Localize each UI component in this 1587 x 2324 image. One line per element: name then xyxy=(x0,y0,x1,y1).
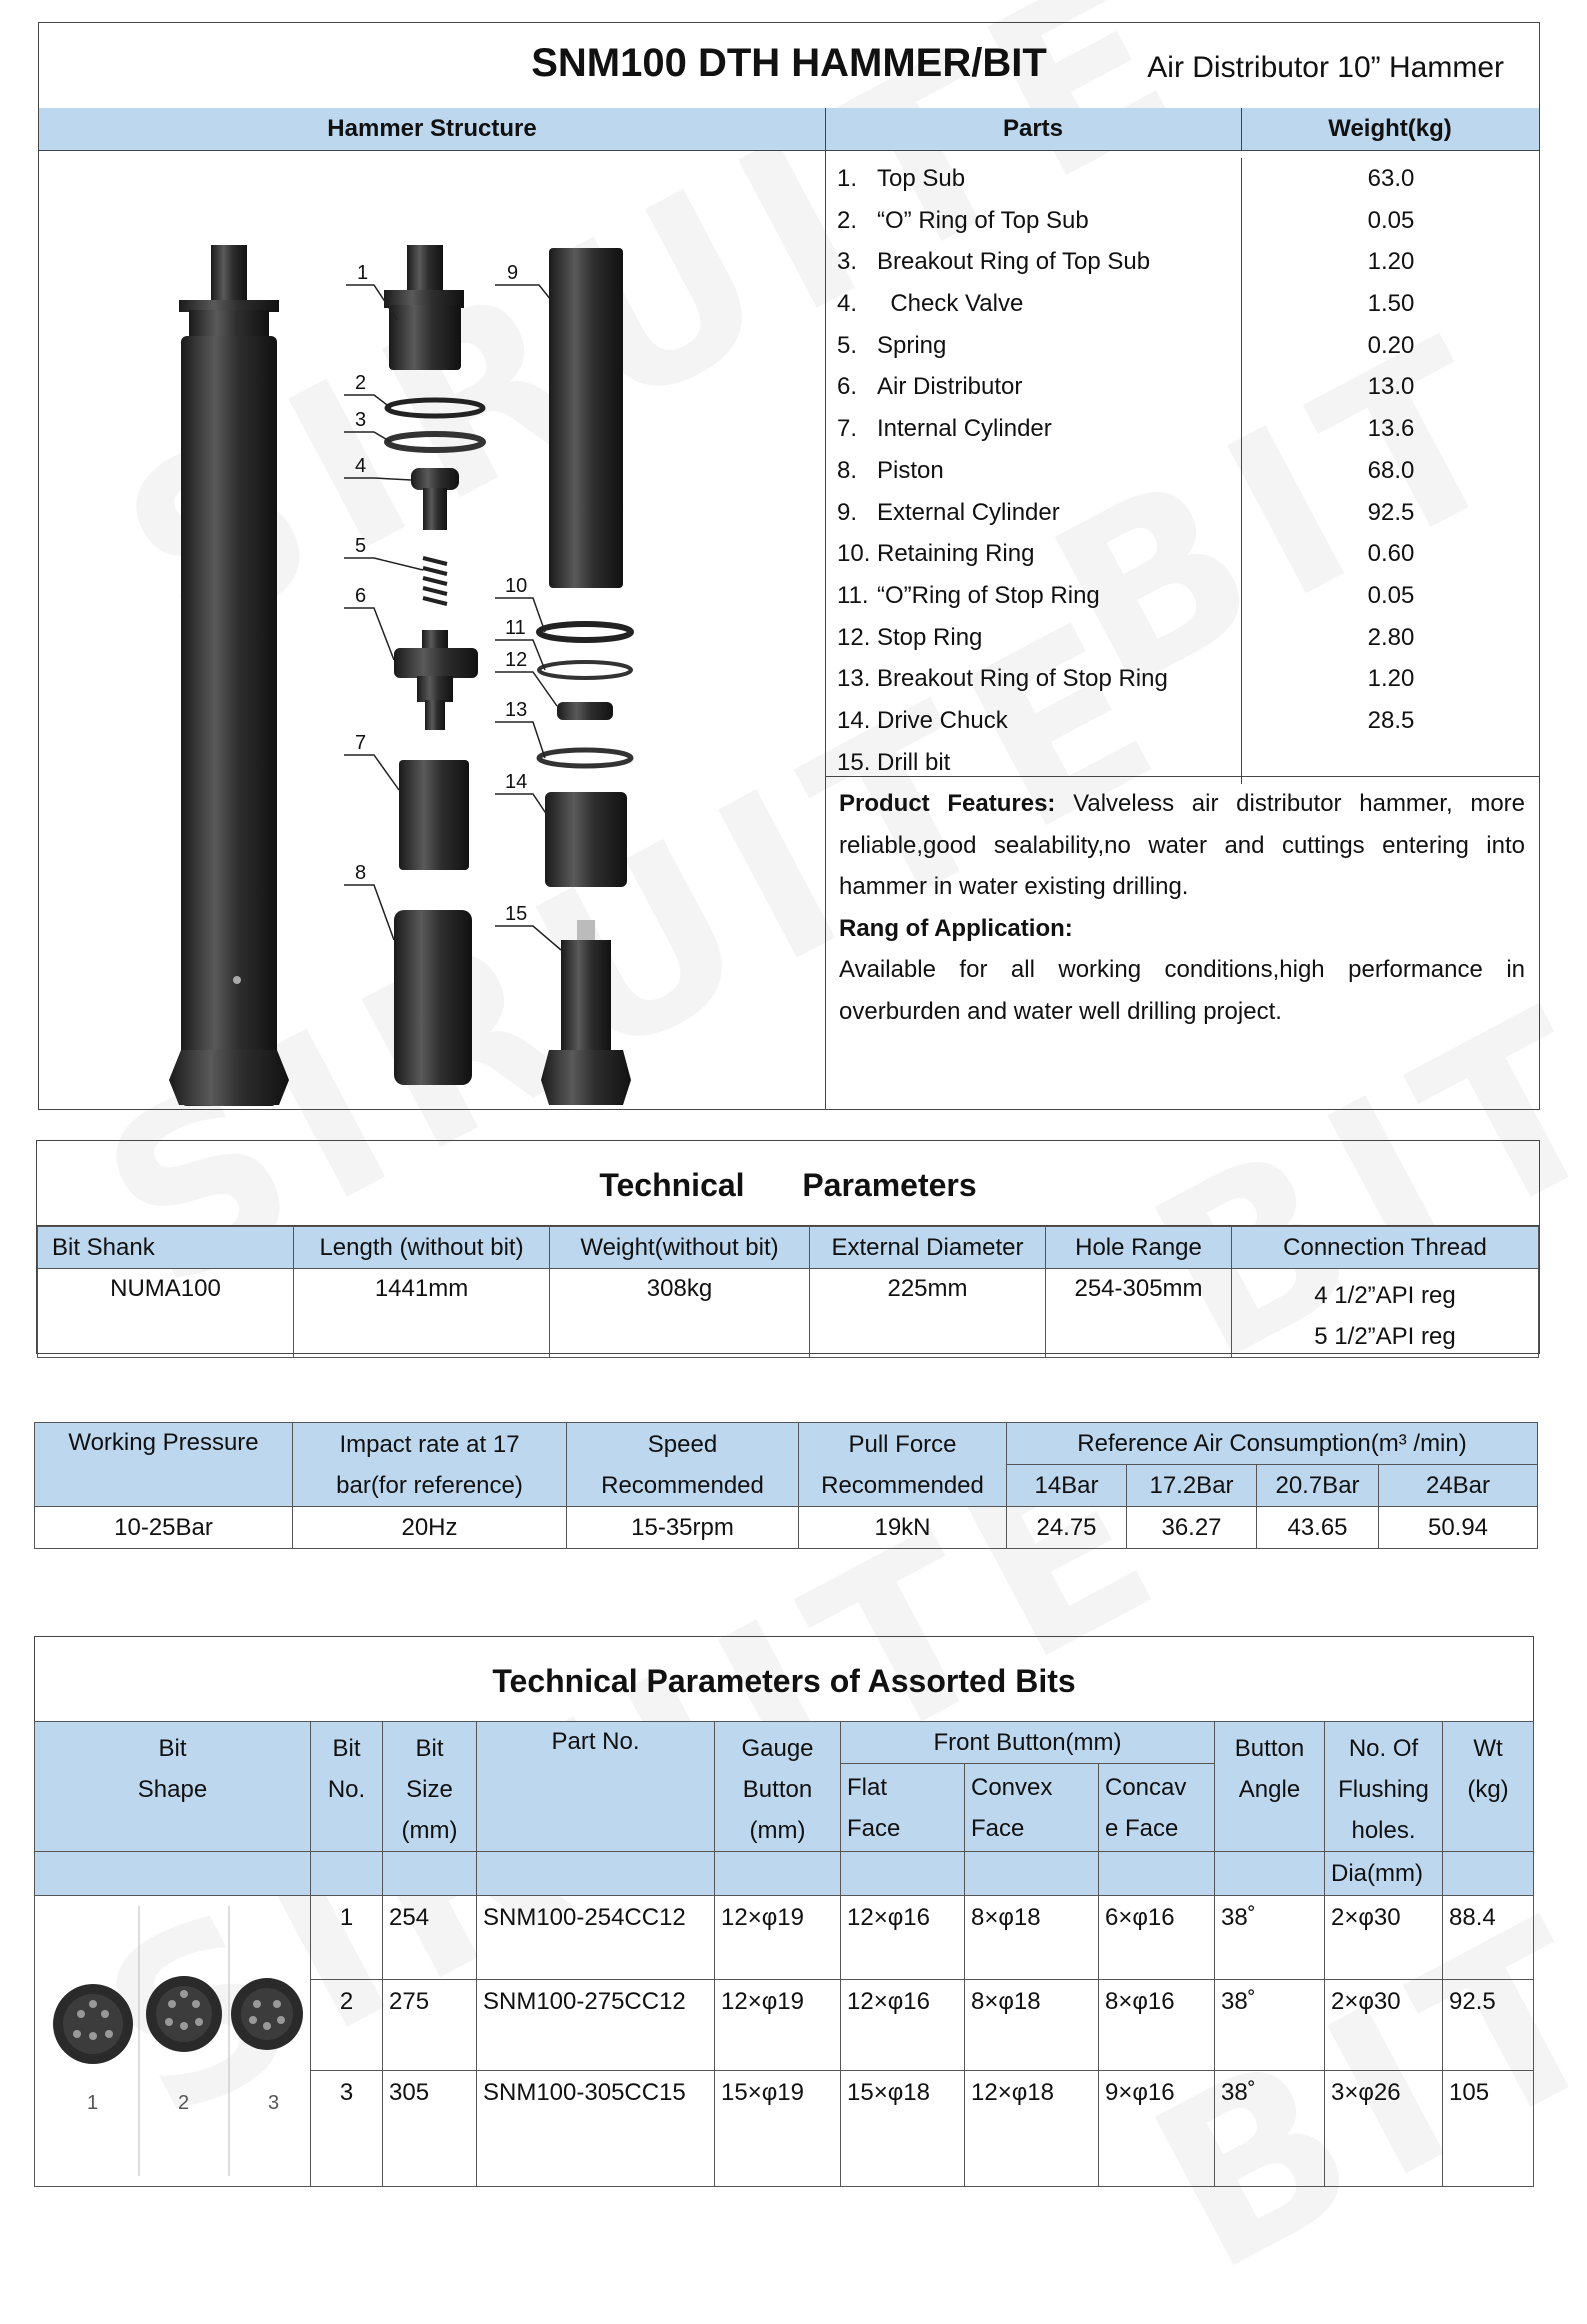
td-bit-no: 2 xyxy=(311,1980,383,2070)
callout-10: 10 xyxy=(505,575,528,597)
td-air-14: 24.75 xyxy=(1007,1507,1127,1549)
part-number: 8. xyxy=(837,456,858,484)
td-weight: 308kg xyxy=(550,1269,810,1358)
part-name: “O”Ring of Stop Ring xyxy=(877,581,1100,609)
part-o-ring-stop xyxy=(539,662,631,678)
td-bit-size: 275 xyxy=(383,1980,477,2070)
th-weight: Weight(without bit) xyxy=(550,1227,810,1269)
part-weight: 13.0 xyxy=(1367,373,1415,401)
th-part-no: Part No. xyxy=(477,1722,715,1852)
th-speed xyxy=(567,1423,799,1507)
part-piston xyxy=(394,910,472,1085)
td-gauge: 12×φ19 xyxy=(715,1896,841,1980)
part-breakout-ring-stop xyxy=(539,750,631,766)
td-length: 1441mm xyxy=(294,1269,550,1358)
part-weight: 63.0 xyxy=(1367,165,1415,192)
th-bar-20: 20.7Bar xyxy=(1257,1465,1379,1507)
th-bar-14: 14Bar xyxy=(1007,1465,1127,1507)
th-length: Length (without bit) xyxy=(294,1227,550,1269)
td-concave: 6×φ16 xyxy=(1099,1896,1215,1980)
th-concave-face xyxy=(1099,1764,1215,1852)
features-paragraph xyxy=(825,783,1539,908)
hammer-exploded-illustration xyxy=(39,150,825,1109)
td-concave: 8×φ16 xyxy=(1099,1980,1215,2070)
gauge-line-2: Button xyxy=(742,1776,813,1803)
performance-value-row xyxy=(35,1507,1538,1549)
hammer-structure-section xyxy=(38,22,1540,1110)
part-name: Internal Cylinder xyxy=(877,415,1052,443)
size-line-3: (mm) xyxy=(401,1817,458,1844)
features-label: Product Features: xyxy=(839,790,1056,817)
th-flushing xyxy=(1325,1722,1443,1852)
th-dia: Dia(mm) xyxy=(1325,1852,1443,1896)
part-weight: 1.50 xyxy=(1367,290,1415,318)
part-o-ring-top xyxy=(387,400,483,416)
weight-list xyxy=(1241,158,1540,784)
th-connection-thread: Connection Thread xyxy=(1232,1227,1539,1269)
parts-list-item xyxy=(825,283,1241,325)
part-spring xyxy=(423,558,447,604)
flush-line-3: holes. xyxy=(1351,1817,1416,1844)
parts-list-item xyxy=(825,492,1241,534)
part-name: “O” Ring of Top Sub xyxy=(877,206,1089,234)
th-bit-size xyxy=(383,1722,477,1852)
part-stop-ring xyxy=(557,702,613,720)
td-bit-no: 1 xyxy=(311,1896,383,1980)
callout-13: 13 xyxy=(505,699,528,721)
gauge-line-1: Gauge xyxy=(741,1735,814,1762)
part-name: Spring xyxy=(877,331,947,359)
td-hole-range: 254-305mm xyxy=(1046,1269,1232,1358)
no-line-1: Bit xyxy=(332,1735,361,1762)
th-bar-17: 17.2Bar xyxy=(1127,1465,1257,1507)
th-pull-force xyxy=(799,1423,1007,1507)
tech-title xyxy=(37,1141,1539,1226)
hammer-diagram xyxy=(39,150,826,1109)
impact-line-2: bar(for reference) xyxy=(336,1471,523,1499)
part-weight: 28.5 xyxy=(1367,706,1415,734)
td-part-no: SNM100-254CC12 xyxy=(477,1896,715,1980)
th-front-button: Front Button(mm) xyxy=(841,1722,1215,1764)
callout-11: 11 xyxy=(505,617,526,639)
flush-line-2: Flushing xyxy=(1338,1776,1429,1803)
bit-shape-label-1: 1 xyxy=(87,2092,99,2114)
part-breakout-ring-top xyxy=(387,434,483,450)
part-name: Retaining Ring xyxy=(877,540,1035,568)
performance-section xyxy=(34,1422,1538,1552)
callout-12: 12 xyxy=(505,649,528,671)
size-line-2: Size xyxy=(406,1776,453,1803)
td-wt: 105 xyxy=(1443,2070,1534,2186)
flush-line-1: No. Of xyxy=(1348,1735,1419,1762)
technical-parameters-section xyxy=(36,1140,1540,1354)
parts-list-item xyxy=(825,408,1241,450)
td-angle: 38˚ xyxy=(1215,1896,1325,1980)
parts-list-item xyxy=(825,200,1241,242)
convex-line-1: Convex xyxy=(971,1773,1053,1801)
part-name: Stop Ring xyxy=(877,623,983,651)
parts-list-item xyxy=(825,533,1241,575)
parts-list xyxy=(825,158,1241,783)
td-flat: 12×φ16 xyxy=(841,1980,965,2070)
product-features xyxy=(825,776,1539,1033)
td-convex: 8×φ18 xyxy=(965,1896,1099,1980)
part-number: 1. xyxy=(837,165,858,192)
part-name: Breakout Ring of Top Sub xyxy=(877,248,1151,276)
part-number: 5. xyxy=(837,331,858,359)
th-button-angle xyxy=(1215,1722,1325,1852)
wt-line-1: Wt xyxy=(1473,1735,1503,1762)
tech-title-a: Technical xyxy=(599,1167,745,1203)
td-bit-shank: NUMA100 xyxy=(38,1269,294,1358)
td-flat: 15×φ18 xyxy=(841,2070,965,2186)
part-check-valve xyxy=(411,468,459,530)
td-impact: 20Hz xyxy=(293,1507,567,1549)
callout-14: 14 xyxy=(505,771,528,793)
parts-list-item xyxy=(825,366,1241,408)
parts-list-item xyxy=(825,658,1241,700)
part-name: External Cylinder xyxy=(877,498,1060,526)
part-retaining-ring xyxy=(539,624,631,640)
part-number: 13. xyxy=(837,665,871,693)
callout-1: 1 xyxy=(357,262,369,284)
part-weight: 68.0 xyxy=(1367,456,1415,484)
th-bar-24: 24Bar xyxy=(1379,1465,1538,1507)
td-wt: 92.5 xyxy=(1443,1980,1534,2070)
part-number: 2. xyxy=(837,206,858,234)
part-number: 10. xyxy=(837,540,871,568)
part-number: 12. xyxy=(837,623,871,651)
part-weight: 92.5 xyxy=(1367,498,1415,526)
parts-list-item xyxy=(825,158,1241,200)
part-weight: 1.20 xyxy=(1367,665,1415,693)
td-angle: 38˚ xyxy=(1215,2070,1325,2186)
th-flat-face xyxy=(841,1764,965,1852)
part-weight: 0.20 xyxy=(1367,331,1415,359)
bit-shape-label-2: 2 xyxy=(178,2092,190,2114)
part-top-sub xyxy=(384,245,464,370)
tech-title-b: Parameters xyxy=(802,1167,977,1203)
td-flat: 12×φ16 xyxy=(841,1896,965,1980)
td-bit-size: 305 xyxy=(383,2070,477,2186)
callout-3: 3 xyxy=(355,409,367,431)
td-convex: 12×φ18 xyxy=(965,2070,1099,2186)
th-convex-face xyxy=(965,1764,1099,1852)
part-number: 7. xyxy=(837,415,858,443)
thread-2: 5 1/2”API reg xyxy=(1314,1323,1456,1350)
part-number: 9. xyxy=(837,498,858,526)
td-diameter: 225mm xyxy=(810,1269,1046,1358)
bits-row-1 xyxy=(35,1896,1534,1980)
part-number: 3. xyxy=(837,248,858,276)
callout-8: 8 xyxy=(355,862,367,884)
parts-list-item xyxy=(825,575,1241,617)
callout-5: 5 xyxy=(355,535,367,557)
wt-line-2: (kg) xyxy=(1467,1776,1509,1803)
td-flushing: 2×φ30 xyxy=(1325,1896,1443,1980)
th-bit-no xyxy=(311,1722,383,1852)
th-wt xyxy=(1443,1722,1534,1852)
parts-list-item xyxy=(825,241,1241,283)
speed-line-1: Speed xyxy=(647,1430,718,1458)
part-number: 6. xyxy=(837,373,858,401)
part-number: 15. xyxy=(837,748,871,776)
th-gauge xyxy=(715,1722,841,1852)
th-hole-range: Hole Range xyxy=(1046,1227,1232,1269)
concave-line-2: e Face xyxy=(1105,1814,1179,1842)
td-speed: 15-35rpm xyxy=(567,1507,799,1549)
bit-shape-label-3: 3 xyxy=(268,2092,280,2114)
callout-15: 15 xyxy=(505,903,528,925)
application-text: Available for all working conditions,high performance in overburden and water well drilling project. xyxy=(839,956,1525,1025)
callout-9: 9 xyxy=(507,262,519,284)
th-diameter: External Diameter xyxy=(810,1227,1046,1269)
td-convex: 8×φ18 xyxy=(965,1980,1099,2070)
bit-face-3-icon xyxy=(231,1978,303,2050)
shape-line-1: Bit xyxy=(158,1735,187,1762)
pull-line-2: Recommended xyxy=(821,1471,984,1499)
thread-1: 4 1/2”API reg xyxy=(1314,1282,1456,1309)
impact-line-1: Impact rate at 17 xyxy=(339,1430,520,1458)
td-part-no: SNM100-305CC15 xyxy=(477,2070,715,2186)
flat-line-2: Face xyxy=(847,1814,901,1842)
convex-line-2: Face xyxy=(971,1814,1025,1842)
td-gauge: 15×φ19 xyxy=(715,2070,841,2186)
bits-title: Technical Parameters of Assorted Bits xyxy=(34,1636,1534,1721)
part-number: 4. xyxy=(837,290,858,318)
parts-list-item xyxy=(825,700,1241,742)
td-angle: 38˚ xyxy=(1215,1980,1325,2070)
td-air-24: 50.94 xyxy=(1379,1507,1538,1549)
part-name: Top Sub xyxy=(877,165,966,192)
td-pressure: 10-25Bar xyxy=(35,1507,293,1549)
col-weight-header: Weight(kg) xyxy=(1328,115,1452,142)
td-connection-thread xyxy=(1232,1269,1539,1358)
page-title: SNM100 DTH HAMMER/BIT xyxy=(531,41,1047,85)
part-weight: 2.80 xyxy=(1367,623,1415,651)
part-drill-bit xyxy=(541,920,631,1105)
part-weight: 0.60 xyxy=(1367,540,1415,568)
th-bit-shape xyxy=(35,1722,311,1852)
td-concave: 9×φ16 xyxy=(1099,2070,1215,2186)
angle-line-1: Button xyxy=(1234,1735,1305,1762)
bit-face-1-icon xyxy=(53,1984,133,2064)
part-internal-cylinder xyxy=(399,760,469,870)
part-weight: 1.20 xyxy=(1367,248,1415,276)
part-name: Drive Chuck xyxy=(877,706,1008,734)
callout-4: 4 xyxy=(355,455,367,477)
bits-table xyxy=(34,1721,1534,2187)
application-label: Rang of Application: xyxy=(839,914,1073,942)
assorted-bits-section xyxy=(34,1636,1534,2196)
td-gauge: 12×φ19 xyxy=(715,1980,841,2070)
tech-value-row xyxy=(38,1269,1539,1358)
flat-line-1: Flat xyxy=(847,1773,888,1801)
td-air-17: 36.27 xyxy=(1127,1507,1257,1549)
part-number: 11. xyxy=(837,581,869,609)
td-wt: 88.4 xyxy=(1443,1896,1534,1980)
shape-line-2: Shape xyxy=(137,1776,208,1803)
performance-table xyxy=(34,1422,1538,1549)
part-name: Air Distributor xyxy=(877,373,1023,401)
size-line-1: Bit xyxy=(415,1735,444,1762)
th-working-pressure: Working Pressure xyxy=(35,1423,293,1507)
td-part-no: SNM100-275CC12 xyxy=(477,1980,715,2070)
parts-list-item xyxy=(825,450,1241,492)
part-name: Breakout Ring of Stop Ring xyxy=(877,665,1168,693)
part-weight: 0.05 xyxy=(1367,206,1415,234)
td-pull: 19kN xyxy=(799,1507,1007,1549)
col-parts-header: Parts xyxy=(825,108,1242,150)
no-line-2: No. xyxy=(327,1776,366,1803)
td-air-20: 43.65 xyxy=(1257,1507,1379,1549)
td-flushing: 2×φ30 xyxy=(1325,1980,1443,2070)
part-number: 14. xyxy=(837,706,871,734)
concave-line-1: Concav xyxy=(1105,1773,1187,1801)
part-weight: 0.05 xyxy=(1367,581,1415,609)
td-bit-no: 3 xyxy=(311,2070,383,2186)
part-name: Check Valve xyxy=(877,290,1024,318)
th-bit-shank: Bit Shank xyxy=(38,1227,294,1269)
parts-list-item xyxy=(825,617,1241,659)
title-bar xyxy=(39,23,1539,109)
th-impact-rate xyxy=(293,1423,567,1507)
angle-line-2: Angle xyxy=(1238,1776,1301,1803)
assembled-hammer xyxy=(169,245,289,1106)
part-name: Piston xyxy=(877,456,944,484)
part-drive-chuck xyxy=(545,792,627,887)
td-flushing: 3×φ26 xyxy=(1325,2070,1443,2186)
callout-6: 6 xyxy=(355,585,367,607)
th-air-consumption: Reference Air Consumption(m³ /min) xyxy=(1007,1423,1538,1465)
part-weight: 13.6 xyxy=(1367,415,1415,443)
page-subtitle: Air Distributor 10” Hammer xyxy=(1147,51,1504,84)
bit-face-2-icon xyxy=(146,1976,222,2052)
callout-2: 2 xyxy=(355,372,367,394)
tech-table xyxy=(37,1226,1539,1358)
callout-7: 7 xyxy=(355,732,367,754)
part-air-distributor xyxy=(394,630,478,730)
td-bit-size: 254 xyxy=(383,1896,477,1980)
pull-line-1: Pull Force xyxy=(848,1430,957,1458)
gauge-line-3: (mm) xyxy=(749,1817,806,1844)
structure-header-row xyxy=(39,108,1539,151)
part-external-cylinder xyxy=(549,248,623,588)
part-name: Drill bit xyxy=(877,748,951,776)
features-text: Valveless air distributor hammer, more reliable,good sealability,no water and cuttings entering into hammer in water existing drilling. xyxy=(839,790,1526,901)
tech-header-row xyxy=(38,1227,1539,1269)
parts-list-item xyxy=(825,325,1241,367)
col-structure-header: Hammer Structure xyxy=(39,108,826,150)
bit-shape-images xyxy=(35,1896,311,2187)
speed-line-2: Recommended xyxy=(601,1471,764,1499)
bits-subheader-row xyxy=(35,1852,1534,1896)
bit-faces-illustration xyxy=(35,1896,305,2186)
